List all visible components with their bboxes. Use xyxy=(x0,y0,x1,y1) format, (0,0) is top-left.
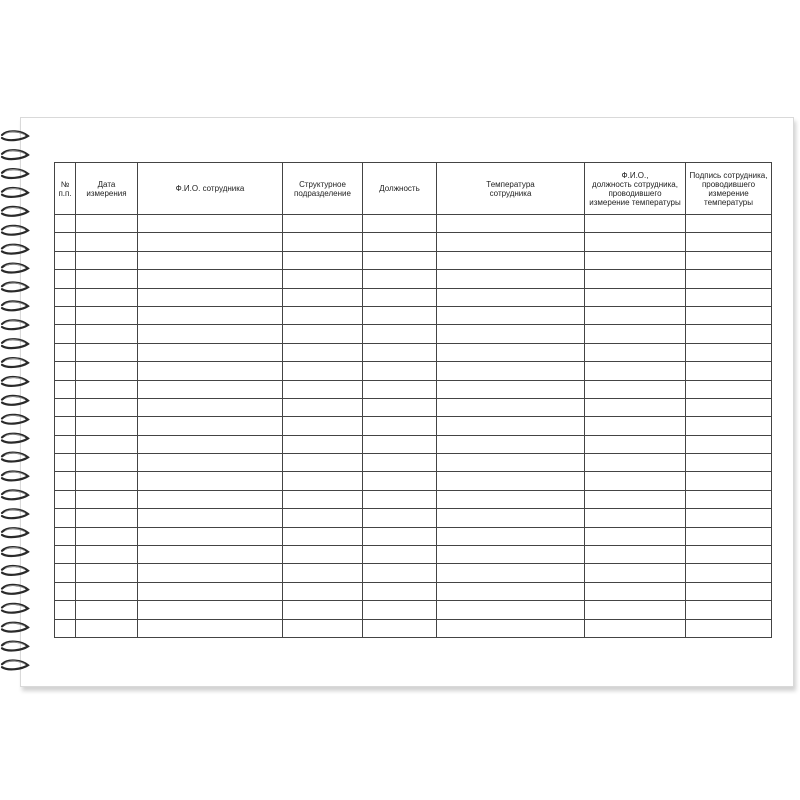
table-cell[interactable] xyxy=(55,546,76,564)
table-cell[interactable] xyxy=(76,270,138,288)
table-cell[interactable] xyxy=(686,417,772,435)
table-cell[interactable] xyxy=(138,362,283,380)
table-cell[interactable] xyxy=(55,509,76,527)
table-row xyxy=(55,582,772,600)
table-cell[interactable] xyxy=(437,233,585,251)
table-cell[interactable] xyxy=(363,454,437,472)
table-cell[interactable] xyxy=(585,306,686,324)
table-cell[interactable] xyxy=(76,380,138,398)
table-cell[interactable] xyxy=(585,215,686,233)
table-cell[interactable] xyxy=(55,215,76,233)
table-cell[interactable] xyxy=(437,619,585,637)
table-cell[interactable] xyxy=(283,509,363,527)
table-cell[interactable] xyxy=(437,398,585,416)
table-cell[interactable] xyxy=(76,601,138,619)
table-cell[interactable] xyxy=(76,215,138,233)
spiral-coil xyxy=(2,547,28,556)
table-cell[interactable] xyxy=(55,490,76,508)
table-cell[interactable] xyxy=(363,380,437,398)
table-cell[interactable] xyxy=(686,454,772,472)
table-row xyxy=(55,362,772,380)
table-cell[interactable] xyxy=(138,306,283,324)
table-cell[interactable] xyxy=(686,215,772,233)
table-cell[interactable] xyxy=(283,325,363,343)
table-cell[interactable] xyxy=(363,509,437,527)
table-cell[interactable] xyxy=(283,306,363,324)
column-header-date: Дата измерения xyxy=(76,163,138,215)
table-cell[interactable] xyxy=(55,582,76,600)
spiral-coil xyxy=(2,282,28,291)
temperature-log-sheet xyxy=(54,162,771,638)
column-header-department: Структурное подразделение xyxy=(283,163,363,215)
table-cell[interactable] xyxy=(437,509,585,527)
spiral-coil xyxy=(2,188,28,197)
table-cell[interactable] xyxy=(585,582,686,600)
table-cell[interactable] xyxy=(138,601,283,619)
spiral-coil xyxy=(2,245,28,254)
table-cell[interactable] xyxy=(55,527,76,545)
table-cell[interactable] xyxy=(76,343,138,361)
table-row xyxy=(55,215,772,233)
column-header-employee-name: Ф.И.О. сотрудника xyxy=(138,163,283,215)
table-row xyxy=(55,380,772,398)
table-cell[interactable] xyxy=(585,343,686,361)
table-cell[interactable] xyxy=(138,270,283,288)
column-header-measurer-name: Ф.И.О., должность сотрудника, проводившего измерение температуры xyxy=(585,163,686,215)
table-cell[interactable] xyxy=(138,233,283,251)
table-cell[interactable] xyxy=(138,380,283,398)
table-cell[interactable] xyxy=(363,490,437,508)
spiral-coil xyxy=(2,660,28,669)
spiral-coil xyxy=(2,471,28,480)
table-cell[interactable] xyxy=(363,582,437,600)
table-body xyxy=(55,215,772,638)
spiral-coil xyxy=(2,207,28,216)
table-cell[interactable] xyxy=(138,490,283,508)
table-cell[interactable] xyxy=(686,546,772,564)
table-cell[interactable] xyxy=(55,288,76,306)
table-cell[interactable] xyxy=(437,527,585,545)
table-cell[interactable] xyxy=(55,362,76,380)
table-cell[interactable] xyxy=(76,251,138,269)
table-cell[interactable] xyxy=(138,619,283,637)
column-header-number: № п.п. xyxy=(55,163,76,215)
table-row xyxy=(55,509,772,527)
table-cell[interactable] xyxy=(686,490,772,508)
table-cell[interactable] xyxy=(55,306,76,324)
table-cell[interactable] xyxy=(138,546,283,564)
table-row xyxy=(55,619,772,637)
table-cell[interactable] xyxy=(363,306,437,324)
table-cell[interactable] xyxy=(585,546,686,564)
table-cell[interactable] xyxy=(363,472,437,490)
table-cell[interactable] xyxy=(138,564,283,582)
table-cell[interactable] xyxy=(138,454,283,472)
table-row xyxy=(55,417,772,435)
table-cell[interactable] xyxy=(437,288,585,306)
table-cell[interactable] xyxy=(138,251,283,269)
spiral-coil xyxy=(2,509,28,518)
table-row xyxy=(55,490,772,508)
column-header-temperature: Температура сотрудника xyxy=(437,163,585,215)
spiral-binding xyxy=(0,125,40,685)
table-cell[interactable] xyxy=(283,251,363,269)
table-cell[interactable] xyxy=(363,527,437,545)
table-cell[interactable] xyxy=(437,306,585,324)
spiral-coil xyxy=(2,604,28,613)
table-cell[interactable] xyxy=(585,398,686,416)
table-cell[interactable] xyxy=(283,564,363,582)
table-row xyxy=(55,454,772,472)
table-cell[interactable] xyxy=(363,564,437,582)
table-row xyxy=(55,546,772,564)
spiral-coil xyxy=(2,358,28,367)
table-cell[interactable] xyxy=(76,509,138,527)
table-cell[interactable] xyxy=(76,233,138,251)
table-cell[interactable] xyxy=(585,619,686,637)
table-row xyxy=(55,527,772,545)
spiral-coil xyxy=(2,169,28,178)
table-cell[interactable] xyxy=(138,288,283,306)
table-cell[interactable] xyxy=(283,288,363,306)
table-cell[interactable] xyxy=(138,582,283,600)
table-cell[interactable] xyxy=(55,270,76,288)
table-cell[interactable] xyxy=(686,435,772,453)
table-row xyxy=(55,288,772,306)
table-cell[interactable] xyxy=(363,435,437,453)
table-cell[interactable] xyxy=(585,454,686,472)
table-cell[interactable] xyxy=(686,362,772,380)
table-cell[interactable] xyxy=(138,215,283,233)
column-header-measurer-signature: Подпись сотрудника, проводившего измерение температуры xyxy=(686,163,772,215)
table-cell[interactable] xyxy=(283,417,363,435)
table-cell[interactable] xyxy=(55,398,76,416)
table-cell[interactable] xyxy=(76,362,138,380)
table-cell[interactable] xyxy=(363,325,437,343)
table-cell[interactable] xyxy=(138,472,283,490)
table-cell[interactable] xyxy=(283,435,363,453)
table-cell[interactable] xyxy=(283,472,363,490)
table-cell[interactable] xyxy=(138,417,283,435)
table-cell[interactable] xyxy=(363,619,437,637)
table-cell[interactable] xyxy=(686,582,772,600)
table-cell[interactable] xyxy=(283,398,363,416)
temperature-log-table xyxy=(54,162,772,638)
table-cell[interactable] xyxy=(283,490,363,508)
spiral-coil xyxy=(2,566,28,575)
table-cell[interactable] xyxy=(76,582,138,600)
spiral-coil xyxy=(2,339,28,348)
table-cell[interactable] xyxy=(138,435,283,453)
table-cell[interactable] xyxy=(363,343,437,361)
table-row xyxy=(55,435,772,453)
table-cell[interactable] xyxy=(283,619,363,637)
table-cell[interactable] xyxy=(76,288,138,306)
table-cell[interactable] xyxy=(686,564,772,582)
table-cell[interactable] xyxy=(283,233,363,251)
table-cell[interactable] xyxy=(585,233,686,251)
table-cell[interactable] xyxy=(283,601,363,619)
table-cell[interactable] xyxy=(437,546,585,564)
table-cell[interactable] xyxy=(585,601,686,619)
table-cell[interactable] xyxy=(55,380,76,398)
table-cell[interactable] xyxy=(437,601,585,619)
table-cell[interactable] xyxy=(55,435,76,453)
table-cell[interactable] xyxy=(437,490,585,508)
table-cell[interactable] xyxy=(138,398,283,416)
table-cell[interactable] xyxy=(437,417,585,435)
table-cell[interactable] xyxy=(363,601,437,619)
table-cell[interactable] xyxy=(437,564,585,582)
table-cell[interactable] xyxy=(437,325,585,343)
table-cell[interactable] xyxy=(686,343,772,361)
table-cell[interactable] xyxy=(437,435,585,453)
table-cell[interactable] xyxy=(686,306,772,324)
table-cell[interactable] xyxy=(686,619,772,637)
table-cell[interactable] xyxy=(138,509,283,527)
table-cell[interactable] xyxy=(686,380,772,398)
table-cell[interactable] xyxy=(55,564,76,582)
table-cell[interactable] xyxy=(585,362,686,380)
table-cell[interactable] xyxy=(686,233,772,251)
table-cell[interactable] xyxy=(76,527,138,545)
table-cell[interactable] xyxy=(55,454,76,472)
table-cell[interactable] xyxy=(585,490,686,508)
table-cell[interactable] xyxy=(585,435,686,453)
table-cell[interactable] xyxy=(363,251,437,269)
table-row xyxy=(55,398,772,416)
table-cell[interactable] xyxy=(437,270,585,288)
table-cell[interactable] xyxy=(686,472,772,490)
table-cell[interactable] xyxy=(363,215,437,233)
table-cell[interactable] xyxy=(76,417,138,435)
spiral-coil xyxy=(2,434,28,443)
table-cell[interactable] xyxy=(363,546,437,564)
table-cell[interactable] xyxy=(686,601,772,619)
table-cell[interactable] xyxy=(55,601,76,619)
spiral-coil xyxy=(2,490,28,499)
spiral-coil xyxy=(2,377,28,386)
table-cell[interactable] xyxy=(437,251,585,269)
spiral-coil xyxy=(2,528,28,537)
table-cell[interactable] xyxy=(76,546,138,564)
table-cell[interactable] xyxy=(76,435,138,453)
table-row xyxy=(55,564,772,582)
table-cell[interactable] xyxy=(686,509,772,527)
spiral-coil xyxy=(2,301,28,310)
table-cell[interactable] xyxy=(437,362,585,380)
table-cell[interactable] xyxy=(76,472,138,490)
table-cell[interactable] xyxy=(76,619,138,637)
table-cell[interactable] xyxy=(283,215,363,233)
table-row xyxy=(55,233,772,251)
table-cell[interactable] xyxy=(55,472,76,490)
spiral-coil xyxy=(2,642,28,651)
table-cell[interactable] xyxy=(585,472,686,490)
table-cell[interactable] xyxy=(363,270,437,288)
spiral-coil xyxy=(2,320,28,329)
table-cell[interactable] xyxy=(283,454,363,472)
table-cell[interactable] xyxy=(585,270,686,288)
table-cell[interactable] xyxy=(437,380,585,398)
spiral-coil xyxy=(2,585,28,594)
table-cell[interactable] xyxy=(283,546,363,564)
table-cell[interactable] xyxy=(138,343,283,361)
table-cell[interactable] xyxy=(363,233,437,251)
table-cell[interactable] xyxy=(437,215,585,233)
table-cell[interactable] xyxy=(76,454,138,472)
table-cell[interactable] xyxy=(283,582,363,600)
table-cell[interactable] xyxy=(55,251,76,269)
column-header-position: Должность xyxy=(363,163,437,215)
table-cell[interactable] xyxy=(686,288,772,306)
spiral-coil xyxy=(2,396,28,405)
table-cell[interactable] xyxy=(585,527,686,545)
spiral-coil xyxy=(2,623,28,632)
table-cell[interactable] xyxy=(686,527,772,545)
table-cell[interactable] xyxy=(686,251,772,269)
table-cell[interactable] xyxy=(138,325,283,343)
table-row xyxy=(55,472,772,490)
table-cell[interactable] xyxy=(437,582,585,600)
table-cell[interactable] xyxy=(585,564,686,582)
table-cell[interactable] xyxy=(76,306,138,324)
table-cell[interactable] xyxy=(686,398,772,416)
table-cell[interactable] xyxy=(55,325,76,343)
table-cell[interactable] xyxy=(55,619,76,637)
spiral-coil xyxy=(2,264,28,273)
spiral-coil xyxy=(2,226,28,235)
table-cell[interactable] xyxy=(363,417,437,435)
table-cell[interactable] xyxy=(585,288,686,306)
table-cell[interactable] xyxy=(138,527,283,545)
table-row xyxy=(55,306,772,324)
table-cell[interactable] xyxy=(76,398,138,416)
table-cell[interactable] xyxy=(686,270,772,288)
table-row xyxy=(55,270,772,288)
spiral-coil xyxy=(2,150,28,159)
table-cell[interactable] xyxy=(585,417,686,435)
spiral-coil xyxy=(2,415,28,424)
table-cell[interactable] xyxy=(437,454,585,472)
table-cell[interactable] xyxy=(585,325,686,343)
table-cell[interactable] xyxy=(76,325,138,343)
table-cell[interactable] xyxy=(283,527,363,545)
table-cell[interactable] xyxy=(585,380,686,398)
table-cell[interactable] xyxy=(437,343,585,361)
table-cell[interactable] xyxy=(76,564,138,582)
table-cell[interactable] xyxy=(363,362,437,380)
table-cell[interactable] xyxy=(437,472,585,490)
table-cell[interactable] xyxy=(283,270,363,288)
table-cell[interactable] xyxy=(283,343,363,361)
table-cell[interactable] xyxy=(55,233,76,251)
table-cell[interactable] xyxy=(283,362,363,380)
table-cell[interactable] xyxy=(283,380,363,398)
spiral-coil xyxy=(2,131,28,140)
table-row xyxy=(55,343,772,361)
table-cell[interactable] xyxy=(76,490,138,508)
table-row xyxy=(55,601,772,619)
table-header-row xyxy=(55,163,772,215)
table-cell[interactable] xyxy=(585,251,686,269)
table-cell[interactable] xyxy=(55,417,76,435)
table-cell[interactable] xyxy=(686,325,772,343)
table-cell[interactable] xyxy=(55,343,76,361)
table-cell[interactable] xyxy=(585,509,686,527)
table-cell[interactable] xyxy=(363,398,437,416)
table-row xyxy=(55,325,772,343)
table-row xyxy=(55,251,772,269)
spiral-coil xyxy=(2,453,28,462)
table-cell[interactable] xyxy=(363,288,437,306)
